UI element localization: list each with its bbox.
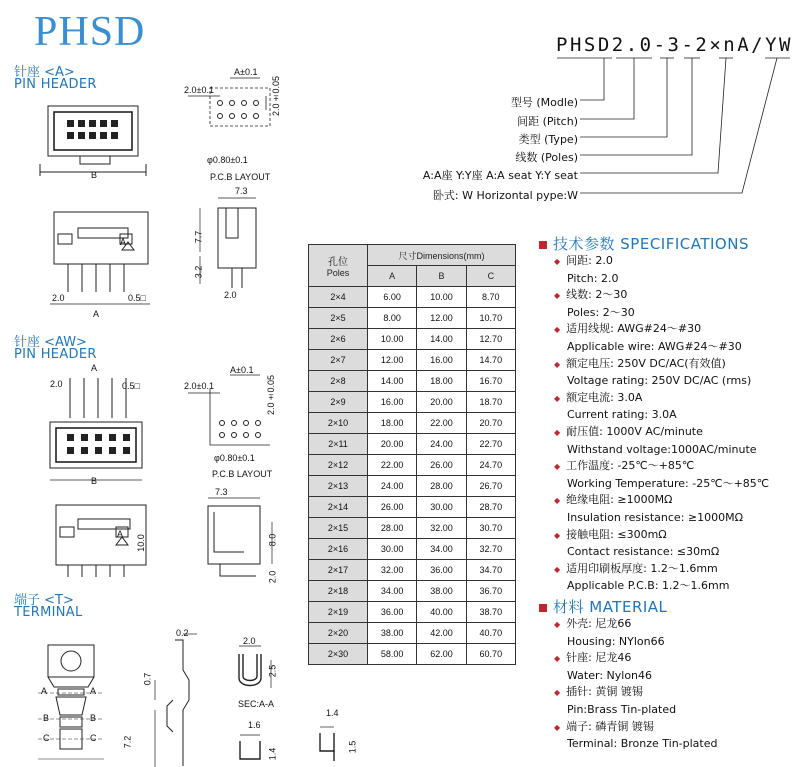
table-cell-value: 20.00 (417, 392, 466, 413)
table-col-head-a: A (368, 266, 417, 287)
dim-side-32: 3.2 (193, 265, 204, 279)
specs-item-en: Voltage rating: 250V DC/AC (rms) (567, 374, 752, 388)
dim-terminal-02: 0.2 (176, 628, 189, 638)
code-legend-poles: 线数 (Poles) (515, 151, 578, 164)
specs-item-cn: ◆ 耐压值: 1000V AC/minute (567, 424, 769, 442)
table-cell-poles: 2×13 (309, 476, 368, 497)
table-head-poles-en: Poles (326, 268, 350, 278)
terminal-label-c-left: C (43, 733, 50, 743)
specs-item-cn: ◆ 工作温度: -25℃～+85℃ (567, 458, 769, 476)
material-item-cn: ◆ 插针: 黄铜 镀锡 (567, 684, 717, 702)
table-cell-value: 14.00 (368, 371, 417, 392)
table-cell-value: 18.70 (466, 392, 515, 413)
specifications-heading (539, 233, 749, 254)
table-cell-value: 24.00 (368, 476, 417, 497)
specs-item-en: Contact resistance: ≤30mΩ (567, 545, 720, 559)
material-list (567, 616, 717, 753)
table-cell-poles: 2×10 (309, 413, 368, 434)
table-cell-value: 14.00 (417, 329, 466, 350)
specs-item-en: Withstand voltage:1000AC/minute (567, 442, 757, 456)
dim-a-top: A±0.1 (234, 67, 258, 77)
table-head-poles-cn: 孔位 (328, 257, 348, 268)
table-row (309, 518, 516, 539)
table-col-head-b: B (417, 266, 466, 287)
specs-item-cn: ◆ 间距: 2.0 (567, 253, 769, 271)
section-pin-header-aw-en: PIN HEADER (14, 347, 97, 362)
dim-terminal-72: 7.2 (122, 735, 133, 749)
table-cell-value: 22.00 (417, 413, 466, 434)
table-cell-value: 40.70 (466, 623, 515, 644)
terminal-label-b-left: B (43, 713, 50, 723)
table-head-poles (309, 245, 368, 287)
dim-pitch-a: 2.0±0.1 (184, 85, 214, 95)
specs-item-cn: ◆ 线数: 2～30 (567, 287, 769, 305)
dim-aw-20: 2.0 (267, 570, 278, 584)
table-cell-value: 18.00 (417, 371, 466, 392)
table-cell-value: 36.00 (417, 560, 466, 581)
table-row (309, 287, 516, 308)
specs-item-en: Working Temperature: -25℃～+85℃ (567, 476, 770, 490)
table-cell-value: 16.00 (417, 350, 466, 371)
dim-b-aw: B (91, 476, 98, 486)
terminal-side-drawing (135, 630, 215, 767)
table-cell-value: 22.00 (368, 455, 417, 476)
table-cell-value: 12.00 (368, 350, 417, 371)
table-row (309, 623, 516, 644)
dim-pin-sq-a: 0.5□ (128, 293, 146, 303)
table-cell-poles: 2×14 (309, 497, 368, 518)
table-cell-value: 26.00 (417, 455, 466, 476)
table-cell-value: 14.70 (466, 350, 515, 371)
table-cell-value: 36.70 (466, 581, 515, 602)
table-cell-value: 12.00 (417, 308, 466, 329)
dim-pin-sq-aw: 0.5□ (122, 381, 140, 391)
dim-pitch-aw: 2.0±0.1 (184, 381, 214, 391)
table-cell-value: 28.00 (417, 476, 466, 497)
table-cell-poles: 2×20 (309, 623, 368, 644)
table-cell-value: 24.00 (417, 434, 466, 455)
table-head-dimensions: 尺寸Dimensions(mm) (368, 245, 516, 266)
table-cell-poles: 2×8 (309, 371, 368, 392)
heading-square-icon (539, 604, 547, 612)
table-cell-poles: 2×6 (309, 329, 368, 350)
table-row (309, 602, 516, 623)
specs-item-en: Poles: 2～30 (567, 305, 635, 319)
table-cell-poles: 2×9 (309, 392, 368, 413)
dim-side-73-a: 7.3 (235, 186, 248, 196)
table-cell-poles: 2×12 (309, 455, 368, 476)
specifications-list (567, 253, 769, 595)
material-item-en: Water: Nylon46 (567, 668, 653, 682)
terminal-label-a-left: A (41, 686, 48, 696)
dim-terminal-25: 2.5 (267, 664, 278, 678)
table-cell-poles: 2×5 (309, 308, 368, 329)
specs-item-en: Applicable P.C.B: 1.2～1.6mm (567, 579, 730, 593)
table-row (309, 308, 516, 329)
terminal-label-c-right: C (90, 733, 97, 743)
table-cell-value: 58.00 (368, 644, 417, 665)
table-row (309, 644, 516, 665)
material-item-cn: ◆ 端子: 磷青铜 镀锡 (567, 719, 717, 737)
table-cell-value: 26.00 (368, 497, 417, 518)
section-pin-header-a-en: PIN HEADER (14, 77, 97, 92)
section-pin-header-a-cn: 针座 <A> (14, 65, 75, 80)
code-legend-model: 型号 (Modle) (510, 96, 578, 109)
table-row (309, 497, 516, 518)
table-cell-value: 26.70 (466, 476, 515, 497)
dim-aw-80: 8.0 (267, 533, 278, 547)
dim-hole-a: φ0.80±0.1 (207, 155, 248, 165)
table-cell-value: 32.00 (417, 518, 466, 539)
dim-pin-2-a: 2.0 (52, 293, 65, 303)
specs-item-en: Applicable wire: AWG#24～#30 (567, 339, 742, 353)
table-cell-value: 20.70 (466, 413, 515, 434)
heading-square-icon (539, 241, 547, 249)
terminal-front-drawing (30, 625, 115, 767)
dim-side-77: 7.7 (193, 230, 204, 244)
table-row (309, 455, 516, 476)
terminal-label-b-right: B (90, 713, 97, 723)
table-col-head-c: C (466, 266, 515, 287)
table-cell-value: 28.70 (466, 497, 515, 518)
code-legend-type: 类型 (Type) (518, 133, 578, 146)
material-heading (539, 596, 667, 617)
table-row (309, 539, 516, 560)
specs-item-cn: ◆ 绝缘电阻: ≥1000MΩ (567, 492, 769, 510)
table-cell-value: 8.70 (466, 287, 515, 308)
specs-item-cn: ◆ 额定电流: 3.0A (567, 390, 769, 408)
table-row (309, 371, 516, 392)
chip-a-aw-label: A (117, 529, 124, 539)
table-cell-value: 30.70 (466, 518, 515, 539)
table-cell-poles: 2×4 (309, 287, 368, 308)
material-heading-text: 材料 MATERIAL (553, 598, 668, 616)
dim-pin-2-aw: 2.0 (50, 379, 63, 389)
table-cell-value: 60.70 (466, 644, 515, 665)
section-terminal-en: TERMINAL (14, 605, 83, 620)
table-cell-value: 10.70 (466, 308, 515, 329)
material-item-cn: ◆ 外壳: 尼龙66 (567, 616, 717, 634)
table-row (309, 329, 516, 350)
table-cell-poles: 2×7 (309, 350, 368, 371)
specs-item-cn: ◆ 适用印刷板厚度: 1.2～1.6mm (567, 561, 769, 579)
dim-terminal-07: 0.7 (142, 672, 153, 686)
section-pin-header-aw-cn: 针座 <AW> (14, 335, 87, 350)
table-cell-value: 6.00 (368, 287, 417, 308)
table-cell-poles: 2×19 (309, 602, 368, 623)
table-cell-poles: 2×17 (309, 560, 368, 581)
dim-side-73-aw: 7.3 (215, 487, 228, 497)
table-cell-value: 24.70 (466, 455, 515, 476)
material-item-en: Pin:Brass Tin-plated (567, 702, 677, 716)
table-cell-value: 30.00 (368, 539, 417, 560)
table-cell-value: 38.00 (368, 623, 417, 644)
part-number-code: PHSD2.0-3-2×nA/YW (556, 34, 793, 56)
table-cell-value: 42.00 (417, 623, 466, 644)
product-title: PHSD (34, 9, 146, 55)
pin-header-a-profile-drawing (190, 192, 280, 302)
table-cell-value: 62.00 (417, 644, 466, 665)
dim-side-20-a: 2.0 (224, 290, 237, 300)
dim-hole-aw: φ0.80±0.1 (214, 453, 255, 463)
dim-right-a: 2.0±0.05 (271, 76, 281, 117)
table-cell-value: 16.00 (368, 392, 417, 413)
pcb-layout-label-aw: P.C.B LAYOUT (212, 469, 273, 479)
table-cell-value: 20.00 (368, 434, 417, 455)
table-cell-value: 38.00 (417, 581, 466, 602)
dim-terminal-16: 1.6 (248, 720, 261, 730)
table-cell-poles: 2×11 (309, 434, 368, 455)
table-cell-poles: 2×15 (309, 518, 368, 539)
table-cell-value: 22.70 (466, 434, 515, 455)
table-row (309, 392, 516, 413)
terminal-section-b-drawing (228, 725, 278, 767)
table-row (309, 581, 516, 602)
dim-a-a: A (93, 309, 100, 319)
table-row (309, 560, 516, 581)
pin-header-a-front-drawing (40, 100, 150, 180)
section-terminal-cn: 端子 <T> (14, 593, 74, 608)
dimensions-table (308, 244, 516, 665)
dim-aw-10: 10.0 (135, 534, 146, 552)
code-legend-seat: A:A座 Y:Y座 A:A seat Y:Y seat (422, 169, 578, 182)
specifications-heading-text: 技术参数 SPECIFICATIONS (553, 235, 749, 253)
table-cell-value: 18.00 (368, 413, 417, 434)
dim-right-aw: 2.0±0.05 (266, 375, 276, 416)
table-cell-poles: 2×30 (309, 644, 368, 665)
specs-item-cn: ◆ 额定电压: 250V DC/AC(有效值) (567, 356, 769, 374)
table-cell-value: 10.00 (368, 329, 417, 350)
table-cell-value: 16.70 (466, 371, 515, 392)
pcb-layout-label-a: P.C.B LAYOUT (210, 172, 271, 182)
table-cell-value: 32.00 (368, 560, 417, 581)
dim-terminal-14a: 1.4 (267, 747, 278, 761)
chip-a-label: A (120, 237, 127, 247)
specs-item-en: Current rating: 3.0A (567, 408, 677, 422)
table-cell-value: 12.70 (466, 329, 515, 350)
table-cell-value: 8.00 (368, 308, 417, 329)
dim-terminal-14b: 1.4 (326, 708, 339, 718)
table-cell-poles: 2×18 (309, 581, 368, 602)
material-item-en: Housing: NYlon66 (567, 634, 665, 648)
table-row (309, 413, 516, 434)
dim-a-top-aw: A±0.1 (230, 365, 254, 375)
table-cell-value: 34.00 (417, 539, 466, 560)
table-cell-value: 10.00 (417, 287, 466, 308)
dim-b-a: B (91, 170, 98, 180)
specs-item-en: Pitch: 2.0 (567, 271, 619, 285)
table-row (309, 434, 516, 455)
table-cell-value: 40.00 (417, 602, 466, 623)
table-cell-value: 28.00 (368, 518, 417, 539)
dim-terminal-20: 2.0 (243, 636, 256, 646)
table-cell-value: 34.70 (466, 560, 515, 581)
table-cell-value: 32.70 (466, 539, 515, 560)
material-item-en: Terminal: Bronze Tin-plated (567, 737, 718, 751)
code-legend-horizontal: 卧式: W Horizontal pype:W (432, 189, 578, 202)
code-legend-pitch: 间距 (Pitch) (517, 115, 578, 128)
table-row (309, 476, 516, 497)
section-aa-label: SEC:A-A (238, 699, 275, 709)
table-cell-value: 36.00 (368, 602, 417, 623)
terminal-label-a-right: A (90, 686, 97, 696)
table-cell-value: 38.70 (466, 602, 515, 623)
table-cell-value: 34.00 (368, 581, 417, 602)
dim-terminal-15: 1.5 (347, 740, 358, 754)
table-cell-poles: 2×16 (309, 539, 368, 560)
table-cell-value: 30.00 (417, 497, 466, 518)
table-row (309, 350, 516, 371)
dim-a-aw: A (91, 363, 98, 373)
specs-item-cn: ◆ 适用线规: AWG#24～#30 (567, 321, 769, 339)
specs-item-en: Insulation resistance: ≥1000MΩ (567, 510, 743, 524)
specs-item-cn: ◆ 接触电阻: ≤300mΩ (567, 527, 769, 545)
material-item-cn: ◆ 针座: 尼龙46 (567, 650, 717, 668)
